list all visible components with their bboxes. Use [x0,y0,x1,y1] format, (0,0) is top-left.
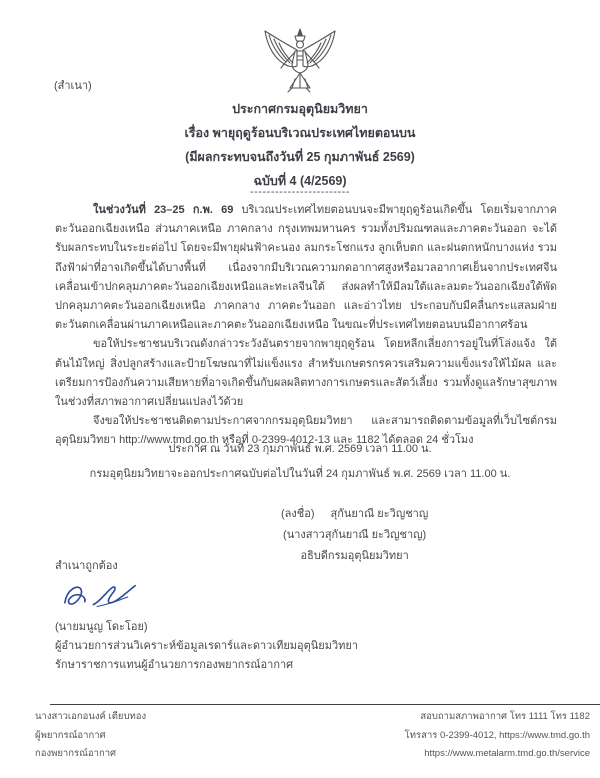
garuda-emblem [262,28,338,99]
certifier-name: (นายมนูญ โดะโอย) [55,621,148,633]
footer-left-column [35,708,146,764]
separator-dashes: ------------------------ [250,186,350,198]
issued-block [0,437,600,487]
effect-note: (มีผลกระทบจนถึงวันที่ 25 กุมภาพันธ์ 2569) [185,150,415,164]
certified-label: สำเนาถูกต้อง [55,560,118,572]
subject-line: เรื่อง พายุฤดูร้อนบริเวณประเทศไทยตอนบน [184,126,416,140]
certified-copy-block [55,557,358,675]
paragraph-1-rest: บริเวณประเทศไทยตอนบนจะมีพายุฤดูร้อนเกิดขึ้น โดยเริ่มจากภาคตะวันออกเฉียงเหนือ ส่วนภาคเหนือ ภาคกลาง กรุงเทพมหานคร รวมทั้งปริมณฑลและภาคตะวันออก จะได้รับผลกระทบในระยะต่อไป โดยจะมีพายุฝนฟ้าคะนอง ลมกระโชกแรง ลูกเห็บตก และฝนตกหนักบางแห่ง รวมถึงฟ้าผ่าที่อาจเกิดขึ้นได้บางพื้นที่ เนื่องจากมีบริเวณความกดอากาศสูงหรือมวลอากาศเย็นจากประเทศจีนเคลื่อนเข้าปกคลุมภาคตะวันออกเฉียงเหนือและทะเลจีนใต้ ส่งผลทำให้มีลมใต้และลมตะวันออกเฉียงใต้พัดปกคลุมภาคตะวันออกเฉียงเหนือ ภาคกลาง ภาคตะวันออก และอ่าวไทย ประกอบกับมีคลื่นกระแสลมฝ่ายตะวันตกเคลื่อนผ่านภาคเหนือและภาคตะวันออกเฉียงเหนือ ในขณะที่ประเทศไทยตอนบนมีอากาศร้อน [55,204,557,332]
footer-phone-line: สอบถามสภาพอากาศ โทร 1111 โทร 1182 [420,711,590,722]
agency-title: ประกาศกรมอุตุนิยมวิทยา [232,102,368,116]
footer-fax-website-line: โทรสาร 0-2399-4012, https://www.tmd.go.th [404,729,590,741]
garuda-emblem-icon [262,28,338,94]
certifier-position-2: รักษาราชการแทนผู้อำนวยการกองพยากรณ์อากาศ [55,659,294,671]
signer-name-parens: (นางสาวสุกันยาณี ยะวิญชาญ) [283,529,427,541]
paragraph-1-lead: ในช่วงวันที่ 23–25 ก.พ. 69 [93,204,234,216]
copy-label: (สำเนา) [54,80,92,92]
footer-alert-url-line: https://www.metalarm.tmd.go.th/service [424,748,590,759]
footer-right-column [405,708,590,764]
issue-number: ฉบับที่ 4 (4/2569) [253,174,347,188]
paragraph-2: ขอให้ประชาชนบริเวณดังกล่าวระวังอันตรายจากพายุฤดูร้อน โดยหลีกเลี่ยงการอยู่ในที่โล่งแจ้ง ใต้ต้นไม้ใหญ่ สิ่งปลูกสร้างและป้ายโฆษณาที่ไม่แข็งแรง สำหรับเกษตรกรควรเสริมความแข็งแรงให้ไม้ผล และเตรียมการป้องกันความเสียหายที่อาจเกิดขึ้นกับผลผลิตทางการเกษตรและสัตว์เลี้ยง รวมทั้งดูแลรักษาสุขภาพในช่วงที่สภาพอากาศเปลี่ยนแปลงไว้ด้วย [55,338,557,409]
forecaster-name: นางสาวเอกอนงค์ เตียบทอง [35,711,147,722]
handwritten-signature-icon [57,578,143,616]
paragraph-3: จึงขอให้ประชาชนติดตามประกาศจากกรมอุตุนิยมวิทยา และสามารถติดตามข้อมูลที่เว็บไซต์กรมอุตุนิยมวิทยา http://www.tmd.go.th หรือที่ 0-2399-4012-13 และ 1182 ได้ตลอด 24 ชั่วโมง [55,415,557,447]
forecaster-division: กองพยากรณ์อากาศ [35,748,117,759]
paragraph-1 [55,201,557,335]
next-issue-line: กรมอุตุนิยมวิทยาจะออกประกาศฉบับต่อไปในวันที่ 24 กุมภาพันธ์ พ.ศ. 2569 เวลา 11.00 น. [89,468,511,480]
signed-line [281,504,428,525]
title-block [0,97,600,193]
signed-label: (ลงชื่อ) [281,508,315,520]
footer-divider [50,704,600,705]
signer-name: สุกันยาณี ยะวิญชาญ [330,508,429,520]
forecaster-title: ผู้พยากรณ์อากาศ [35,729,106,741]
signer-position: อธิบดีกรมอุตุนิยมวิทยา [300,550,409,562]
issued-date-line: ประกาศ ณ วันที่ 23 กุมภาพันธ์ พ.ศ. 2569 เวลา 11.00 น. [168,443,432,455]
handwritten-signature [57,578,358,616]
certifier-position-1: ผู้อำนวยการส่วนวิเคราะห์ข้อมูลเรดาร์และดาวเทียมอุตุนิยมวิทยา [55,640,359,652]
body-text [55,201,557,451]
